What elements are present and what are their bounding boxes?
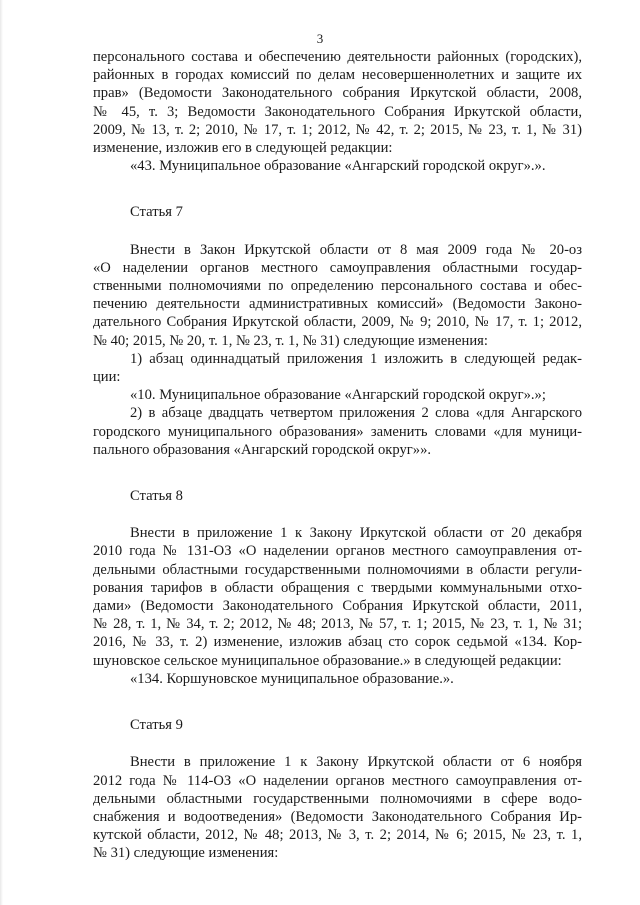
text-line: Внести в Закон Иркутской области от 8 мая 2009 года № 20-оз [130, 241, 582, 258]
article-9-body [93, 753, 582, 862]
page-number: 3 [316, 31, 324, 46]
text-line: 2010 года № 131-ОЗ «О наделении органов местного самоуправления от- [93, 543, 582, 560]
text-line: дами» (Ведомости Законодательного Собрания Иркутской области, 2011, [93, 598, 582, 615]
text-line: Внести в приложение 1 к Закону Иркутской области от 6 ноября [130, 754, 582, 771]
document-body [93, 48, 582, 863]
text-line: снабжения и водоотведения» (Ведомости Законодательного Собрания Ир- [93, 808, 582, 825]
text-line: 2) в абзаце двадцать четвертом приложения 2 слова «для Ангарского [130, 405, 582, 422]
text-line: рования тарифов в области обращения с твердыми коммунальными отхо- [93, 579, 582, 596]
text-line: № 28, т. 1, № 34, т. 2; 2012, № 48; 2013, № 57, т. 1; 2015, № 23, т. 1, № 31; [93, 616, 582, 633]
article-heading-9: Статья 9 [130, 717, 183, 734]
article-8-body [93, 524, 582, 688]
text-line: 2012 года № 114-ОЗ «О наделении органов местного самоуправления от- [93, 772, 582, 789]
text-line: дельными областными государственными полномочиями в сфере водо- [93, 790, 582, 807]
text-line: прав» (Ведомости Законодательного собрания Иркутской области, 2008, [93, 85, 582, 102]
text-line: дельными областными государственными полномочиями в области регули- [93, 561, 582, 578]
quote-line: «43. Муниципальное образование «Ангарский городской округ».». [130, 158, 546, 175]
text-line: персонального состава и обеспечению деятельности районных (городских), [93, 49, 582, 65]
text-line: кутской области, 2012, № 48; 2013, № 3, т. 2; 2014, № 6; 2015, № 23, т. 1, [93, 827, 582, 844]
text-line: ственными полномочиями по определению персонального состава и обес- [93, 278, 582, 295]
text-line: дательного Собрания Иркутской области, 2009, № 9; 2010, № 17, т. 1; 2012, [93, 314, 582, 331]
text-line: 2016, № 33, т. 2) изменение, изложив абзац сто сорок седьмой «134. Кор- [93, 634, 582, 651]
text-line: № 31) следующие изменения: [93, 845, 279, 862]
text-line: изменение, изложив его в следующей редакции: [93, 140, 393, 157]
text-line: № 45, т. 3; Ведомости Законодательного Собрания Иркутской области, [93, 103, 582, 120]
text-line: 1) абзац одиннадцатый приложения 1 изложить в следующей редак- [130, 350, 582, 367]
text-line: № 40; 2015, № 20, т. 1, № 23, т. 1, № 31) следующие изменения: [93, 332, 488, 349]
text-line: ции: [93, 369, 121, 386]
article-7-body [93, 241, 582, 459]
article-heading-8: Статья 8 [130, 488, 183, 505]
quote-line: «134. Коршуновское муниципальное образование.». [130, 670, 454, 687]
text-line: «О наделении органов местного самоуправления областными государ- [93, 259, 582, 276]
text-line: городского муниципального образования» заменить словами «для муници- [93, 423, 582, 440]
scan-edge [0, 0, 3, 905]
text-line: 2009, № 13, т. 2; 2010, № 17, т. 1; 2012, № 42, т. 2; 2015, № 23, т. 1, № 31) [93, 121, 582, 138]
text-line: Внести в приложение 1 к Закону Иркутской области от 20 декабря [130, 525, 582, 542]
article-heading-7: Статья 7 [130, 204, 183, 221]
text-line: пального образования «Ангарский городской округ»». [93, 441, 432, 458]
text-line: печению деятельности административных комиссий» (Ведомости Законо- [93, 296, 582, 313]
text-line: шуновское сельское муниципальное образование.» в следующей редакции: [93, 652, 562, 669]
text-line: районных в городах комиссий по делам несовершеннолетних и защите их [93, 67, 582, 84]
intro-paragraph [93, 48, 582, 175]
quote-line: «10. Муниципальное образование «Ангарский городской округ».»; [130, 387, 546, 404]
